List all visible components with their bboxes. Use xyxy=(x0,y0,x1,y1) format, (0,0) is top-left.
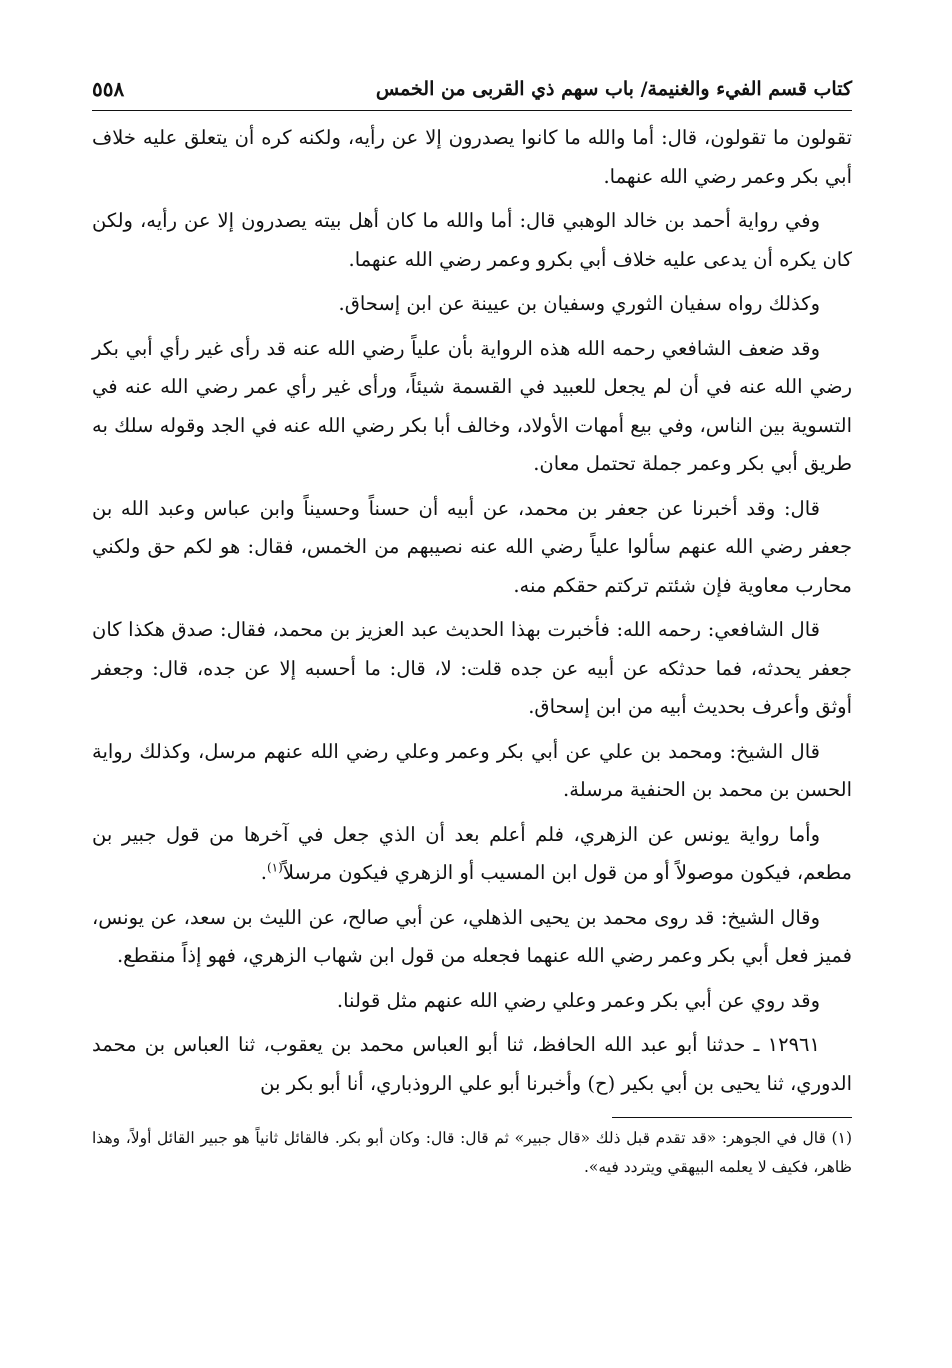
paragraph: وكذلك رواه سفيان الثوري وسفيان بن عيينة عن ابن إسحاق. xyxy=(338,292,820,315)
main-text xyxy=(92,119,852,1103)
paragraph-with-footnote xyxy=(92,816,852,893)
paragraph-continuation: تقولون ما تقولون، قال: أما والله ما كانوا يصدرون إلا عن رأيه، ولكنه كره أن يتعلق عليه خلاف أبي بكر وعمر رضي الله عنهما. xyxy=(92,126,852,188)
chapter-title: كتاب قسم الفيء والغنيمة/ باب سهم ذي القربى من الخمس xyxy=(375,78,852,100)
paragraph: وفي رواية أحمد بن خالد الوهبي قال: أما والله ما كان أهل بيته يصدرون إلا عن رأيه، ولكن كان يكره أن يدعى عليه خلاف أبي بكرو وعمر رضي الله عنهما. xyxy=(92,209,852,271)
paragraph-text: وأما رواية يونس عن الزهري، فلم أعلم بعد أن الذي جعل في آخرها من قول جبير بن مطعم، فيكون موصولاً أو من قول ابن المسيب أو الزهري فيكون مرسلاً xyxy=(92,822,852,884)
paragraph: قال الشافعي: رحمه الله: فأخبرت بهذا الحديث عبد العزيز بن محمد، فقال: صدق هكذا كان جعفر يحدثه، فما حدثكه عن أبيه عن جده قلت: لا، قال: ما أحسبه إلا عن جده، قال: وجعفر أوثق وأعرف بحديث أبيه من ابن إسحاق. xyxy=(92,618,852,718)
footnote-separator xyxy=(612,1117,852,1118)
footnote-reference[interactable]: (١) xyxy=(266,860,283,875)
paragraph: وقال الشيخ: قد روى محمد بن يحيى الذهلي، عن أبي صالح، عن الليث بن سعد، عن يونس، فميز فعل أبي بكر وعمر رضي الله عنهما فجعله من قول ابن شهاب الزهري، فهو إذاً منقطع. xyxy=(92,905,852,967)
paragraph: قال الشيخ: ومحمد بن علي عن أبي بكر وعمر وعلي رضي الله عنهم مرسل، وكذلك رواية الحسن بن محمد بن الحنفية مرسلة. xyxy=(92,739,852,801)
book-page xyxy=(92,68,852,1182)
footnote: (١) قال في الجوهر: «قد تقدم قبل ذلك «قال جبير» ثم قال: قال: وكان أبو بكر. فالقائل ثانياً هو جبير القائل أولاً، وهذا ظاهر، فكيف لا يعلمه البيهقي ويتردد فيه». xyxy=(92,1129,852,1176)
paragraph: وقد ضعف الشافعي رحمه الله هذه الرواية بأن علياً رضي الله عنه قد رأى غير رأي أبي بكر رضي الله عنه في أن لم يجعل للعبيد في القسمة شيئاً، ورأى غير رأي عمر رضي الله عنه في التسوية بين الناس، وفي بيع أمهات الأولاد، وخالف أبا بكر رضي الله عنه في الجد وقوله سلك به طريق أبي بكر وعمر جملة تحتمل معان. xyxy=(92,336,852,475)
running-head xyxy=(92,68,852,111)
paragraph: قال: وقد أخبرنا عن جعفر بن محمد، عن أبيه أن حسناً وحسيناً وابن عباس وعبد الله بن جعفر رضي الله عنهم سألوا علياً رضي الله عنه نصيبهم من الخمس، فقال: هو لكم حق ولكني محارب معاوية فإن شئتم تركتم حقكم منه. xyxy=(92,496,852,597)
paragraph: وقد روي عن أبي بكر وعمر وعلي رضي الله عنهم مثل قولنا. xyxy=(336,988,820,1012)
footnotes xyxy=(92,1124,852,1182)
hadith-paragraph: ١٢٩٦١ ـ حدثنا أبو عبد الله الحافظ، ثنا أبو العباس محمد بن يعقوب، ثنا العباس بن محمد الدوري، ثنا يحيى بن أبي بكير (ح) وأخبرنا أبو علي الروذباري، أنا أبو بكر بن xyxy=(92,1033,852,1095)
paragraph-end: . xyxy=(260,861,267,884)
page-number: ٥٥٨ xyxy=(92,77,125,101)
